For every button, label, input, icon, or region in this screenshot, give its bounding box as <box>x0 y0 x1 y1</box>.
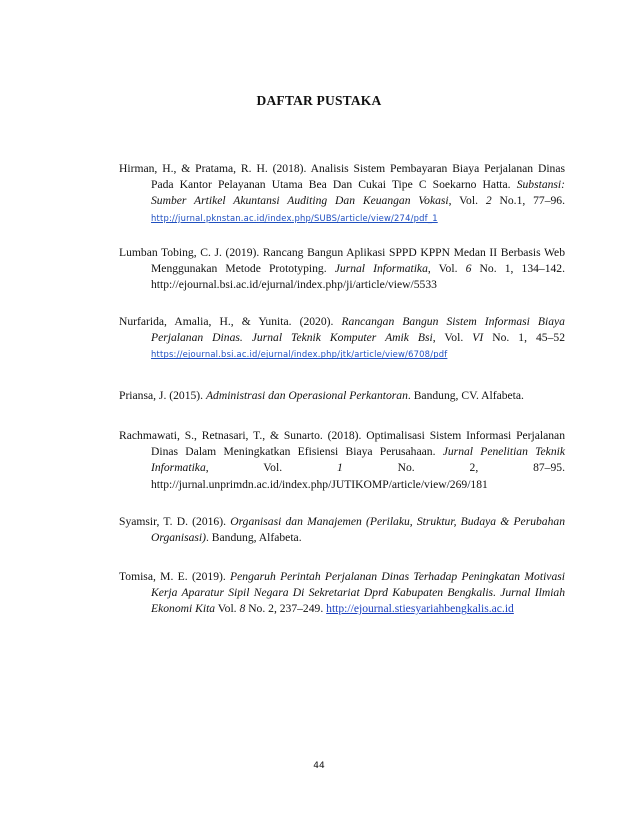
ref-url-link[interactable]: https://ejournal.bsi.ac.id/ejurnal/index.php/jtk/article/view/6708/pdf <box>151 349 448 360</box>
ref-details-pre: Vol. <box>215 602 237 616</box>
ref-url-link[interactable]: http://jurnal.pknstan.ac.id/index.php/SUBS/article/view/274/pdf_1 <box>151 212 438 223</box>
reference-nurfarida <box>119 314 565 363</box>
ref-authors: Rachmawati, S., Retnasari, T., & Sunarto. (2018). Optimalisasi Sistem Informasi Perjalanan Dinas Dalam Meningkatkan Efisiensi Biaya Perusahaan. <box>119 429 565 459</box>
reference-syamsir <box>119 514 565 546</box>
ref-details-pre: , Vol. <box>205 461 283 475</box>
ref-authors: Priansa, J. (2015). <box>119 389 204 402</box>
ref-authors: Lumban Tobing, C. J. (2019). Rancang Bangun Aplikasi SPPD KPPN Medan II Berbasis Web Menggunakan Metode Prototyping. <box>119 246 565 276</box>
ref-url-link[interactable]: http://ejournal.stiesyariahbengkalis.ac.id <box>326 602 514 616</box>
ref-volume: VI <box>472 331 484 345</box>
reference-hirman <box>119 161 565 226</box>
ref-details-pre: , Vol. <box>432 331 464 345</box>
ref-volume: 1 <box>336 461 343 475</box>
ref-volume: 8 <box>239 602 246 616</box>
page-number: 44 <box>313 761 325 771</box>
ref-journal: Jurnal Informatika <box>334 262 428 276</box>
reference-rachmawati <box>119 428 565 493</box>
reference-lumban-tobing <box>119 245 565 294</box>
ref-details-post: No. 2, 87–95. http://jurnal.unprimdn.ac.id/index.php/JUTIKOMP/article/view/269/181 <box>151 461 565 491</box>
ref-details-post: No. 1, 134–142. http://ejournal.bsi.ac.id/ejurnal/index.php/ji/article/view/5533 <box>151 262 565 292</box>
ref-title: Pengaruh Perintah Perjalanan Dinas Terhadap Peningkatan Motivasi Kerja Aparatur Sipil Negara Di Sekretariat Dprd Kabupaten Bengkalis <box>151 570 565 600</box>
ref-details-post: No. 1, 45–52 <box>492 331 565 345</box>
ref-authors: Syamsir, T. D. (2016). <box>119 515 226 528</box>
ref-title: Rancangan Bangun Sistem Informasi Biaya Perjalanan Dinas <box>151 315 565 345</box>
ref-volume: 6 <box>465 262 472 276</box>
ref-authors: Hirman, H., & Pratama, R. H. (2018). Analisis Sistem Pembayaran Biaya Perjalanan Dinas Pada Kantor Pelayanan Utama Bea Dan Cukai Tipe C Soekarno Hatta. <box>119 162 565 192</box>
ref-journal: Substansi: Sumber Artikel Akuntansi Auditing Dan Keuangan Vokasi <box>151 178 566 208</box>
ref-details-post: . Bandung, Alfabeta. <box>205 531 302 545</box>
ref-details-post: No.1, 77–96. <box>499 194 565 208</box>
reference-tomisa <box>119 569 565 618</box>
ref-title: Administrasi dan Operasional Perkantoran <box>205 389 408 402</box>
ref-title: Organisasi dan Manajemen (Perilaku, Struktur, Budaya & Perubahan Organisasi) <box>151 515 565 545</box>
ref-authors: Tomisa, M. E. (2019). <box>119 570 226 583</box>
page-title: DAFTAR PUSTAKA <box>256 93 382 108</box>
ref-details-post: . Bandung, CV. Alfabeta. <box>407 389 524 402</box>
ref-journal: Jurnal Penelitian Teknik Informatika <box>151 445 565 475</box>
ref-details-pre: , Vol. <box>427 262 458 276</box>
ref-journal: . Jurnal Teknik Komputer Amik Bsi <box>239 331 433 345</box>
ref-journal: . Jurnal Ilmiah Ekonomi Kita <box>151 586 566 616</box>
ref-details-pre: , Vol. <box>448 194 478 208</box>
ref-volume: 2 <box>485 194 492 208</box>
ref-authors: Nurfarida, Amalia, H., & Yunita. (2020). <box>119 315 334 328</box>
ref-details-post: No. 2, 237–249. <box>248 602 324 616</box>
reference-priansa <box>119 388 565 404</box>
